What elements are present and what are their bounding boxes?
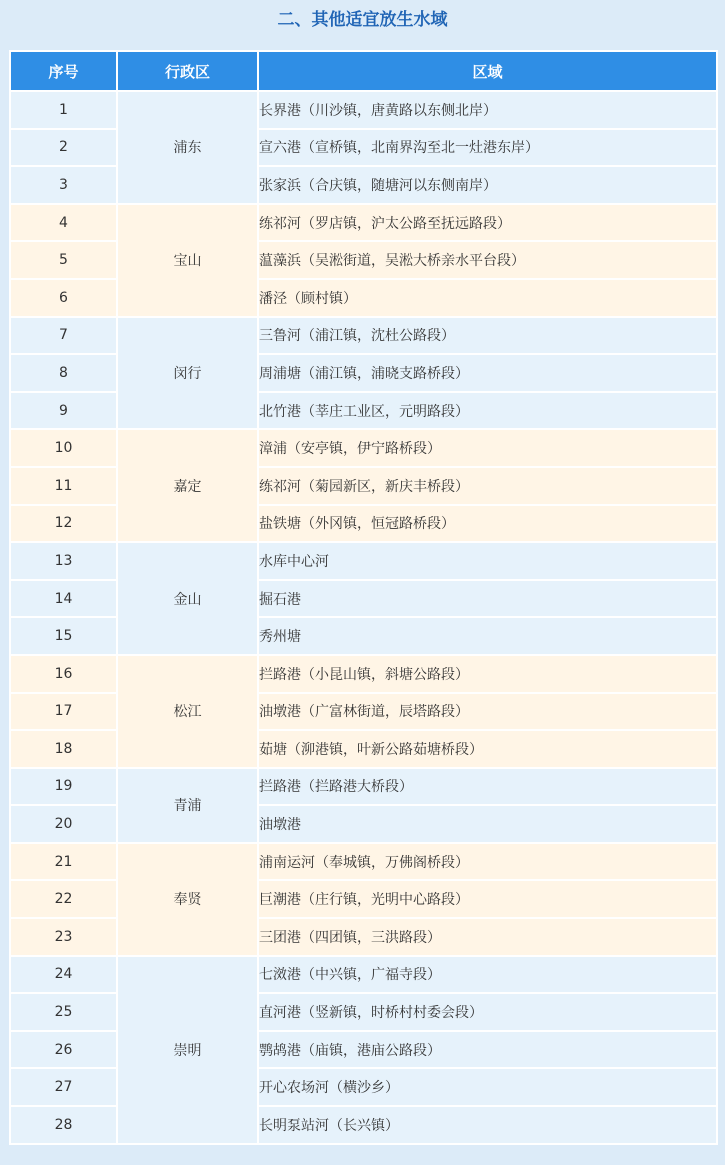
row-index: 6 bbox=[10, 279, 117, 317]
header-district: 行政区 bbox=[117, 51, 258, 91]
row-area: 开心农场河（横沙乡） bbox=[258, 1068, 717, 1106]
row-area: 拦路港（拦路港大桥段） bbox=[258, 768, 717, 806]
table-row bbox=[10, 617, 717, 655]
district-cell: 宝山 bbox=[117, 204, 258, 317]
row-index: 16 bbox=[10, 655, 117, 693]
header-index: 序号 bbox=[10, 51, 117, 91]
row-index: 12 bbox=[10, 505, 117, 543]
row-area: 茹塘（泖港镇，叶新公路茹塘桥段） bbox=[258, 730, 717, 768]
table-row bbox=[10, 241, 717, 279]
row-index: 4 bbox=[10, 204, 117, 242]
table-row bbox=[10, 279, 717, 317]
district-cell: 崇明 bbox=[117, 956, 258, 1144]
table-row bbox=[10, 580, 717, 618]
table-header-row bbox=[10, 51, 717, 91]
row-index: 7 bbox=[10, 317, 117, 355]
table-row bbox=[10, 354, 717, 392]
table-row bbox=[10, 204, 717, 242]
district-cell: 金山 bbox=[117, 542, 258, 655]
row-index: 5 bbox=[10, 241, 117, 279]
page-title: 二、其他适宜放生水域 bbox=[277, 10, 448, 30]
row-index: 24 bbox=[10, 956, 117, 994]
row-area: 周浦塘（浦江镇，浦晓支路桥段） bbox=[258, 354, 717, 392]
district-cell: 松江 bbox=[117, 655, 258, 768]
district-cell: 青浦 bbox=[117, 768, 258, 843]
row-area: 秀州塘 bbox=[258, 617, 717, 655]
table-row bbox=[10, 542, 717, 580]
table-row bbox=[10, 129, 717, 167]
row-index: 18 bbox=[10, 730, 117, 768]
table-row bbox=[10, 918, 717, 956]
table-row bbox=[10, 91, 717, 129]
row-area: 油墩港 bbox=[258, 805, 717, 843]
row-index: 22 bbox=[10, 880, 117, 918]
row-index: 21 bbox=[10, 843, 117, 881]
header-area: 区域 bbox=[258, 51, 717, 91]
row-area: 巨潮港（庄行镇，光明中心路段） bbox=[258, 880, 717, 918]
row-area: 北竹港（莘庄工业区，元明路段） bbox=[258, 392, 717, 430]
table-row bbox=[10, 392, 717, 430]
row-index: 19 bbox=[10, 768, 117, 806]
district-cell: 浦东 bbox=[117, 91, 258, 204]
row-area: 油墩港（广富林街道，辰塔路段） bbox=[258, 693, 717, 731]
table-row bbox=[10, 730, 717, 768]
row-index: 23 bbox=[10, 918, 117, 956]
row-index: 28 bbox=[10, 1106, 117, 1144]
row-index: 14 bbox=[10, 580, 117, 618]
table-body bbox=[10, 91, 717, 1144]
row-index: 13 bbox=[10, 542, 117, 580]
row-area: 鹗鸪港（庙镇，港庙公路段） bbox=[258, 1031, 717, 1069]
table-row bbox=[10, 505, 717, 543]
district-cell: 闵行 bbox=[117, 317, 258, 430]
row-index: 27 bbox=[10, 1068, 117, 1106]
row-area: 张家浜（合庆镇，随塘河以东侧南岸） bbox=[258, 166, 717, 204]
row-index: 11 bbox=[10, 467, 117, 505]
table-row bbox=[10, 1031, 717, 1069]
row-index: 15 bbox=[10, 617, 117, 655]
row-area: 盐铁塘（外冈镇，恒冠路桥段） bbox=[258, 505, 717, 543]
table-row bbox=[10, 880, 717, 918]
table-row bbox=[10, 1106, 717, 1144]
row-index: 2 bbox=[10, 129, 117, 167]
table-row bbox=[10, 843, 717, 881]
row-index: 3 bbox=[10, 166, 117, 204]
table-row bbox=[10, 429, 717, 467]
table-row bbox=[10, 805, 717, 843]
table-row bbox=[10, 317, 717, 355]
release-waters-table bbox=[9, 50, 718, 1145]
row-index: 17 bbox=[10, 693, 117, 731]
row-area: 练祁河（罗店镇，沪太公路至抚远路段） bbox=[258, 204, 717, 242]
table-row bbox=[10, 956, 717, 994]
table-row bbox=[10, 1068, 717, 1106]
row-index: 8 bbox=[10, 354, 117, 392]
row-area: 浦南运河（奉城镇，万佛阁桥段） bbox=[258, 843, 717, 881]
row-area: 练祁河（菊园新区，新庆丰桥段） bbox=[258, 467, 717, 505]
row-area: 蕰藻浜（吴淞街道，吴淞大桥亲水平台段） bbox=[258, 241, 717, 279]
row-index: 20 bbox=[10, 805, 117, 843]
district-cell: 奉贤 bbox=[117, 843, 258, 956]
table-row bbox=[10, 768, 717, 806]
row-area: 漳浦（安亭镇，伊宁路桥段） bbox=[258, 429, 717, 467]
row-area: 长明泵站河（长兴镇） bbox=[258, 1106, 717, 1144]
table-row bbox=[10, 655, 717, 693]
table-row bbox=[10, 693, 717, 731]
row-area: 长界港（川沙镇，唐黄路以东侧北岸） bbox=[258, 91, 717, 129]
row-index: 1 bbox=[10, 91, 117, 129]
district-cell: 嘉定 bbox=[117, 429, 258, 542]
row-area: 水库中心河 bbox=[258, 542, 717, 580]
row-area: 潘泾（顾村镇） bbox=[258, 279, 717, 317]
row-area: 掘石港 bbox=[258, 580, 717, 618]
row-area: 拦路港（小昆山镇，斜塘公路段） bbox=[258, 655, 717, 693]
row-area: 三团港（四团镇，三洪路段） bbox=[258, 918, 717, 956]
row-area: 直河港（竖新镇，时桥村村委会段） bbox=[258, 993, 717, 1031]
row-index: 9 bbox=[10, 392, 117, 430]
row-area: 宣六港（宣桥镇，北南界沟至北一灶港东岸） bbox=[258, 129, 717, 167]
row-area: 七滧港（中兴镇，广福寺段） bbox=[258, 956, 717, 994]
table-row bbox=[10, 166, 717, 204]
row-index: 10 bbox=[10, 429, 117, 467]
table-row bbox=[10, 993, 717, 1031]
row-index: 25 bbox=[10, 993, 117, 1031]
row-area: 三鲁河（浦江镇，沈杜公路段） bbox=[258, 317, 717, 355]
row-index: 26 bbox=[10, 1031, 117, 1069]
table-row bbox=[10, 467, 717, 505]
